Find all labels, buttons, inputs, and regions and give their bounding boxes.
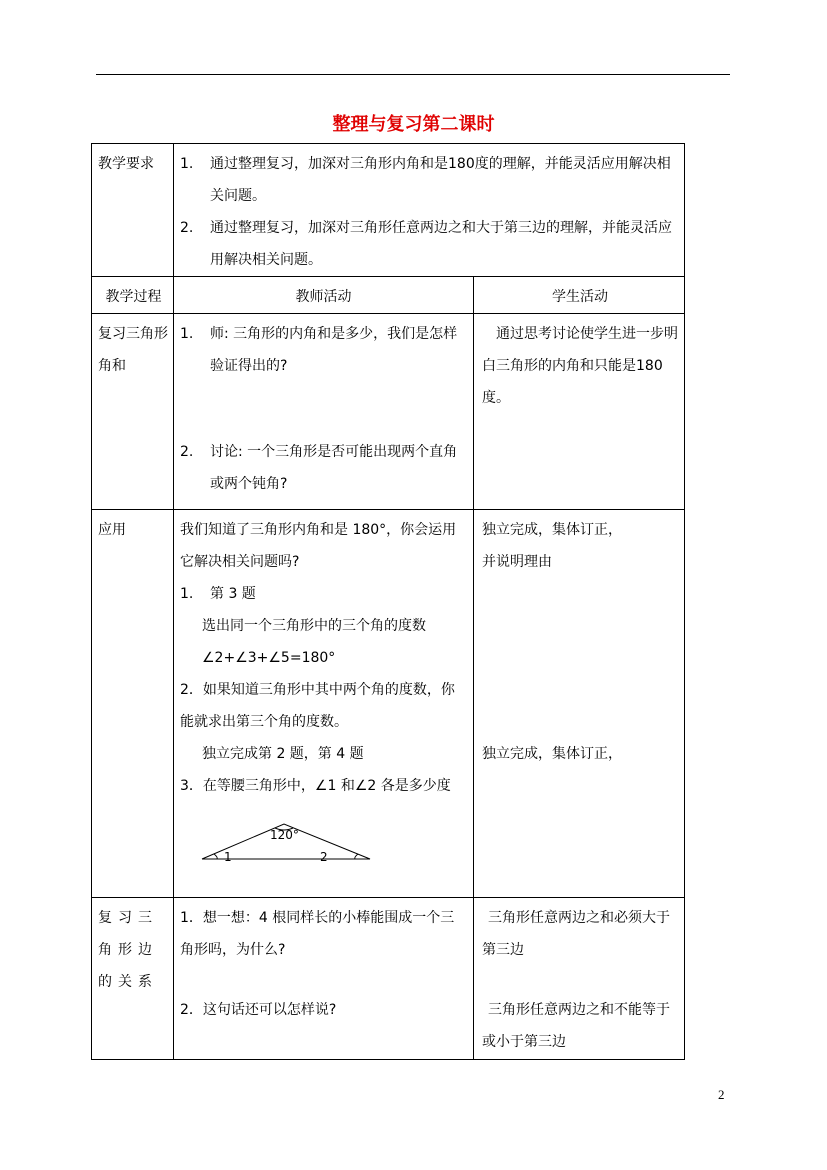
student-text: 并说明理由 (482, 554, 552, 570)
requirement-item (180, 148, 678, 212)
isosceles-triangle-figure (180, 802, 467, 866)
item-num: 1. (180, 586, 194, 602)
header-student: 学生活动 (474, 277, 685, 314)
angle-equation: ∠2+∠3+∠5=180° (202, 650, 336, 666)
student-activity (474, 314, 685, 510)
angle-2-label: 2 (320, 850, 328, 864)
item-detail: 独立完成第 2 题，第 4 题 (202, 746, 364, 762)
item-text: 第 3 题 (210, 586, 256, 602)
lesson-plan-table (91, 143, 685, 1060)
student-text: 三角形任意两边之和必须大于第三边 (482, 910, 670, 958)
section-application-row (92, 510, 685, 898)
requirement-num: 1. (180, 156, 194, 172)
student-activity (474, 510, 685, 898)
column-header-row (92, 277, 685, 314)
student-text: 独立完成，集体订正， (482, 522, 622, 538)
section-side-relation-row (92, 898, 685, 1060)
teacher-item (180, 578, 467, 610)
intro-text: 我们知道了三角形内角和是 180°，你会运用它解决相关问题吗? (180, 522, 457, 570)
header-rule (96, 74, 730, 75)
apex-angle-label: 120° (270, 828, 299, 842)
teacher-activity (174, 314, 474, 510)
section-label: 复习三角形边的关系 (92, 898, 174, 1060)
section-angle-sum-row (92, 314, 685, 510)
item-text: 1．想一想：4 根同样长的小棒能围成一个三角形吗，为什么? (180, 910, 455, 958)
teacher-activity (174, 510, 474, 898)
item-text: 师: 三角形的内角和是多少，我们是怎样验证得出的? (210, 326, 458, 374)
requirement-item (180, 212, 678, 276)
requirement-num: 2. (180, 220, 194, 236)
angle-1-label: 1 (224, 850, 232, 864)
teacher-item (180, 318, 467, 382)
item-num: 1. (180, 326, 194, 342)
page-number: 2 (718, 1087, 725, 1102)
spacer (180, 966, 467, 994)
spacer (180, 382, 467, 436)
student-text: 通过思考讨论使学生进一步明白三角形的内角和只能是180度。 (482, 326, 678, 406)
requirements-label: 教学要求 (92, 144, 174, 277)
spacer (482, 966, 678, 994)
teacher-item (180, 436, 467, 500)
item-text: 2．如果知道三角形中其中两个角的度数，你能就求出第三个角的度数。 (180, 682, 455, 730)
header-teacher: 教师活动 (174, 277, 474, 314)
student-text: 三角形任意两边之和不能等于或小于第三边 (482, 1002, 670, 1050)
page-title: 整理与复习第二课时 (332, 114, 495, 135)
item-detail: 选出同一个三角形中的三个角的度数 (202, 618, 426, 634)
item-text: 讨论: 一个三角形是否可能出现两个直角或两个钝角? (210, 444, 458, 492)
teacher-activity (174, 898, 474, 1060)
requirements-content (174, 144, 685, 277)
requirement-text: 通过整理复习，加深对三角形任意两边之和大于第三边的理解，并能灵活应用解决相关问题。 (210, 220, 672, 268)
requirements-row (92, 144, 685, 277)
student-activity (474, 898, 685, 1060)
section-label: 复习三角形角和 (92, 314, 174, 510)
item-num: 2. (180, 444, 194, 460)
requirement-text: 通过整理复习，加深对三角形内角和是180度的理解，并能灵活应用解决相关问题。 (210, 156, 671, 204)
item-text: 2．这句话还可以怎样说? (180, 1002, 337, 1018)
section-label: 应用 (92, 510, 174, 898)
header-process: 教学过程 (92, 277, 174, 314)
student-text: 独立完成，集体订正， (482, 746, 622, 762)
spacer (482, 578, 678, 738)
item-text: 3．在等腰三角形中，∠1 和∠2 各是多少度 (180, 778, 451, 794)
